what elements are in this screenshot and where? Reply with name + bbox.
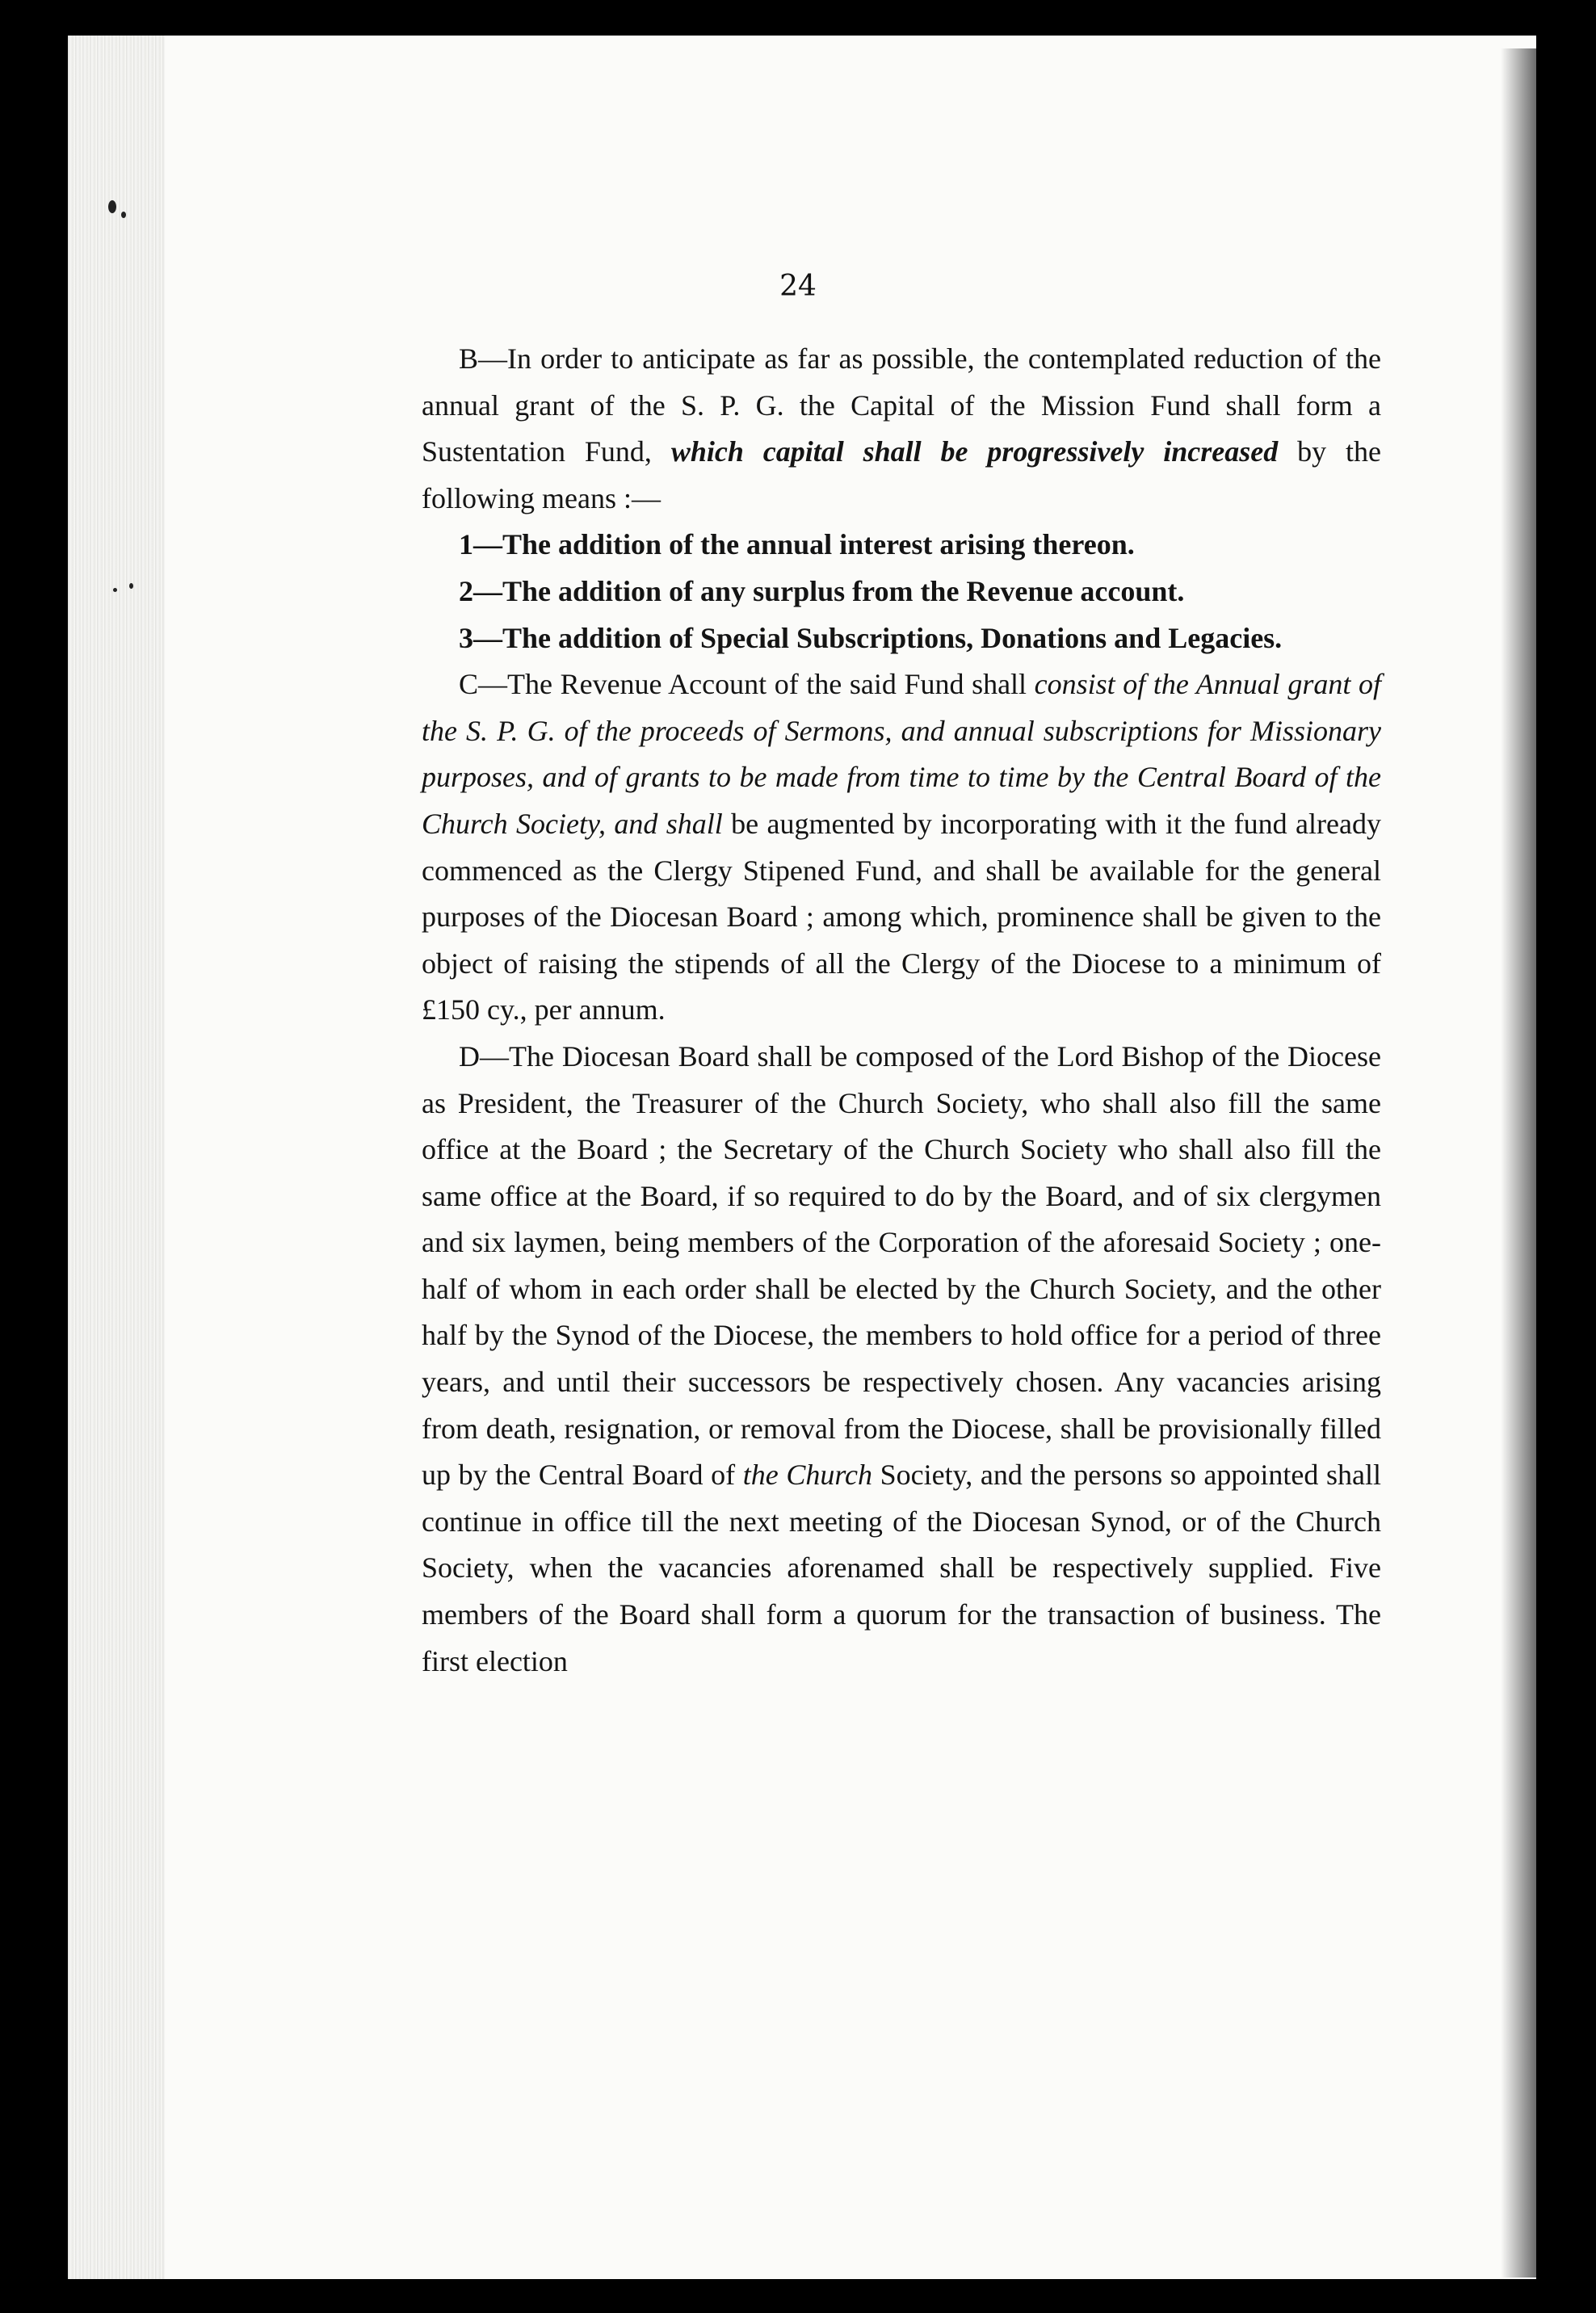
scan-border-left (0, 0, 68, 2313)
paragraph-d-emphasis: the Church (742, 1459, 872, 1492)
paragraph-c-text-end: be augmented by incorporating with it the fund already commenced as the Clergy Stipened Fund, and shall be available for the general purposes of the Diocesan Board ; among which, prominence shall be given to the object of raising the stipends of all the Clergy of the Diocese to a minimum of £150 cy., per annum. (422, 807, 1381, 1026)
scan-border-bottom (0, 2279, 1596, 2313)
list-item: 2—The addition of any surplus from the Revenue account. (459, 574, 1185, 607)
page-number: 24 (779, 270, 817, 303)
ink-speck (108, 200, 116, 213)
paragraph-c-emphasis: consist of the Annual grant of the S. P. G. of the proceeds of Sermons, and annual subscriptions for Missionary purposes, and of grants to be made from time to time by the Central Board of the Church Society, and shall (422, 668, 1382, 840)
list-item: 3—The addition of Special Subscriptions, Donations and Legacies. (459, 621, 1283, 654)
document-body (422, 336, 1381, 1685)
paragraph-b-text-end: by the following means :— (422, 435, 1381, 514)
paragraph-c (422, 661, 1381, 1034)
paragraph-c-text: C—The Revenue Account of the said Fund shall (459, 668, 1035, 701)
paragraph-b-emphasis: which capital shall be progressively increased (670, 435, 1279, 468)
paragraph-d-text: D—The Diocesan Board shall be composed of the Lord Bishop of the Diocese as President, the Treasurer of the Church Society, who shall also fill the same office at the Board ; the Secretary of the Church Society who shall also fill the same office at the Board, if so required to do by the Board, and of six clergymen and six laymen, being members of the Corporation of the aforesaid Society ; one-half of whom in each order shall be elected by the Church Society, and the other half by the Synod of the Diocese, the members to hold office for a period of three years, and until their successors be respectively chosen. Any vacancies arising from death, resignation, or removal from the Diocese, shall be provisionally filled up by the Central Board of (422, 1039, 1381, 1492)
paragraph-b (422, 336, 1381, 522)
ink-speck (129, 583, 133, 589)
list-item: 1—The addition of the annual interest arising thereon. (459, 528, 1135, 561)
ink-speck (113, 588, 117, 592)
ink-speck (121, 212, 126, 218)
page-edges (68, 36, 165, 2279)
paragraph-d (422, 1034, 1381, 1685)
page-gutter-shadow (1501, 48, 1536, 2277)
paragraph-d-text-end: Society, and the persons so appointed shall continue in office till the next meeting of the Diocesan Synod, or of the Church Society, when the vacancies aforenamed shall be respectively supplied. Five members of the Board shall form a quorum for the transaction of business. The first election (422, 1459, 1381, 1677)
scan-border-right (1536, 0, 1596, 2313)
paragraph-b-text: B—In order to anticipate as far as possible, the contemplated reduction of the annual grant of the S. P. G. the Capital of the Mission Fund shall form a Sustentation Fund, (422, 342, 1381, 468)
scan-border-top (0, 0, 1596, 36)
